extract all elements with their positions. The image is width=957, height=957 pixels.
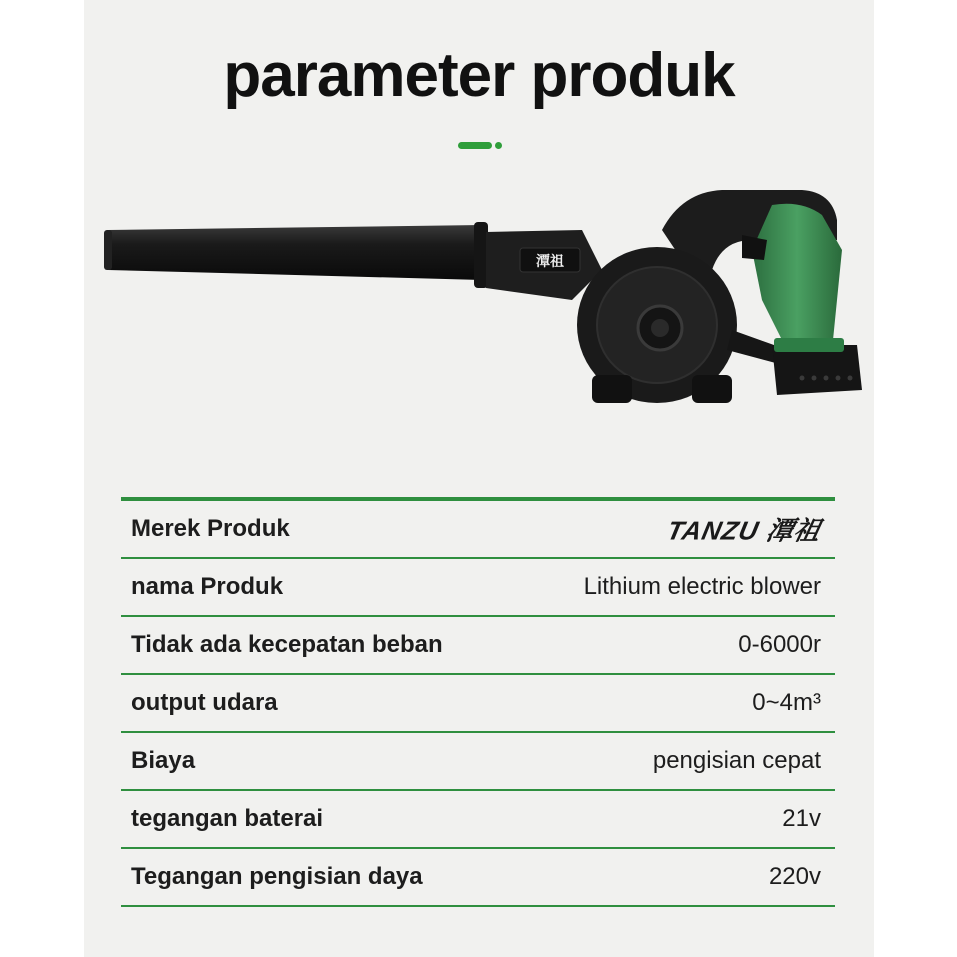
accent-bar	[458, 142, 492, 149]
spec-row-name	[121, 559, 835, 617]
foot-left	[592, 375, 632, 403]
spec-table	[121, 497, 835, 907]
spec-value: Lithium electric blower	[583, 573, 821, 600]
nozzle-tube	[108, 225, 482, 280]
brand-logo: TANZU 潭祖	[664, 515, 824, 546]
spec-value: 0~4m³	[752, 689, 821, 716]
spec-row-brand	[121, 501, 835, 559]
nozzle-tip	[104, 230, 112, 270]
brand-badge-text: 潭祖	[536, 254, 564, 270]
spec-row-speed	[121, 617, 835, 675]
spec-row-charging-voltage	[121, 849, 835, 907]
nozzle-ring	[474, 222, 488, 288]
spec-value: 21v	[782, 805, 821, 832]
spec-value: 0-6000r	[738, 631, 821, 658]
spec-label: nama Produk	[131, 573, 284, 600]
accent-dot	[495, 142, 502, 149]
spec-row-air-output	[121, 675, 835, 733]
spec-row-charge	[121, 733, 835, 791]
battery-pack	[772, 345, 862, 395]
foot-right	[692, 375, 732, 403]
spec-label: Biaya	[131, 747, 196, 774]
blower-product-image	[102, 180, 862, 420]
spec-label: Tidak ada kecepatan beban	[131, 631, 443, 658]
spec-label: Merek Produk	[131, 515, 290, 542]
spec-label: Tegangan pengisian daya	[131, 863, 423, 890]
spec-value: 220v	[768, 863, 821, 890]
spec-label: output udara	[131, 689, 278, 716]
accent-divider	[458, 142, 502, 149]
product-infographic	[84, 0, 874, 957]
spec-value: pengisian cepat	[652, 747, 821, 774]
green-grip	[752, 204, 842, 360]
page-title: parameter produk	[223, 41, 735, 110]
spec-label: tegangan baterai	[131, 805, 324, 832]
spec-row-battery-voltage	[121, 791, 835, 849]
